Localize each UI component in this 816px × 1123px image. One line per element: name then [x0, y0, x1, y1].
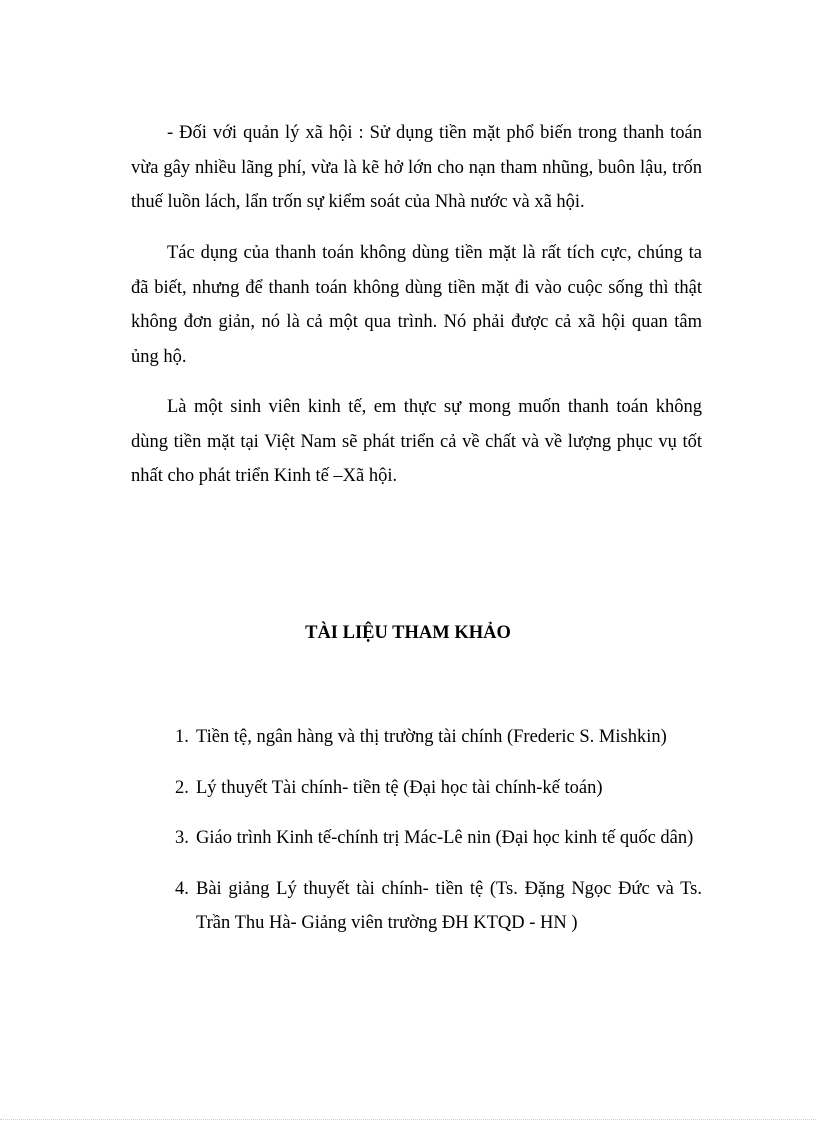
reference-text: Lý thuyết Tài chính- tiền tệ (Đại học tài chính-kế toán) [196, 777, 603, 798]
reference-number: 2. [175, 777, 189, 798]
reference-number: 3. [175, 828, 189, 848]
body-paragraph-social-management: - Đối với quản lý xã hội : Sử dụng tiền mặt phổ biến trong thanh toán vừa gây nhiều lãng phí, vừa là kẽ hở lớn cho nạn tham nhũng, buôn lậu, trốn thuế luồn lách, lẩn trốn sự kiểm soát của Nhà nước và xã hội. [131, 123, 702, 212]
reference-item [175, 771, 702, 806]
reference-item [175, 872, 702, 941]
reference-number: 1. [175, 727, 189, 747]
body-paragraph-benefits: Tác dụng của thanh toán không dùng tiền mặt là rất tích cực, chúng ta đã biết, nhưng để thanh toán không dùng tiền mặt đi vào cuộc sống thì thật không đơn giản, nó là cả một qua trình. Nó phải được cả xã hội quan tâm ủng hộ. [131, 243, 702, 367]
body-paragraph-student-wish: Là một sinh viên kinh tế, em thực sự mong muốn thanh toán không dùng tiền mặt tại Việt Nam sẽ phát triển cả về chất và về lượng phục vụ tốt nhất cho phát triển Kinh tế –Xã hội. [131, 397, 702, 486]
page-bottom-divider [0, 1119, 816, 1120]
references-list [175, 720, 702, 957]
reference-item [175, 720, 702, 755]
reference-item [175, 821, 702, 856]
reference-text: Giáo trình Kinh tế-chính trị Mác-Lê nin (Đại học kinh tế quốc dân) [196, 828, 694, 848]
reference-number: 4. [175, 878, 189, 899]
reference-text: Bài giảng Lý thuyết tài chính- tiền tệ (Ts. Đặng Ngọc Đức và Ts. Trần Thu Hà- Giảng viên trường ĐH KTQD - HN ) [196, 878, 702, 933]
references-heading: TÀI LIỆU THAM KHẢO [305, 623, 511, 643]
reference-text: Tiền tệ, ngân hàng và thị trường tài chính (Frederic S. Mishkin) [196, 727, 667, 747]
